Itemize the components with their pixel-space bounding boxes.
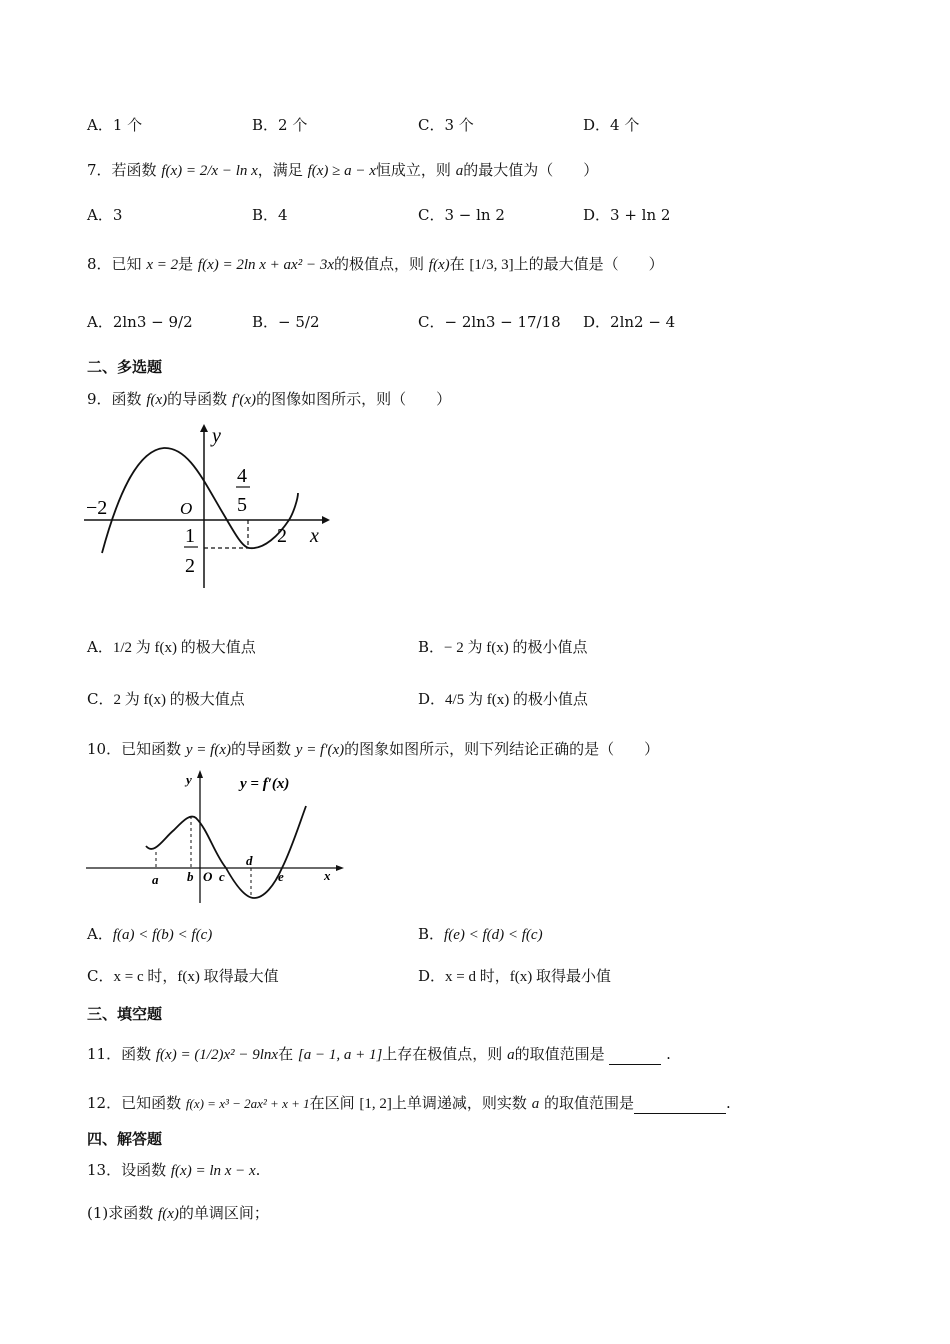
q10-label-e: e xyxy=(278,869,284,884)
q10-label-x: x xyxy=(324,868,331,883)
q7-function: f(x) = 2/x − ln x xyxy=(161,163,258,179)
q12-answer-blank[interactable] xyxy=(634,1099,726,1114)
section-heading-multi-choice: 二、多选题 xyxy=(87,358,163,376)
q13-stem: 13．设函数 f(x) = ln x − x. xyxy=(87,1161,261,1179)
q12-interval: [1, 2] xyxy=(359,1096,392,1112)
q11-answer-blank[interactable] xyxy=(609,1050,661,1065)
q8-option-a: A．2ln3 − 9/2 xyxy=(87,313,193,331)
q10-graph-title: y = f′(x) xyxy=(240,776,290,792)
q6-option-c: C．3 个 xyxy=(418,116,474,134)
section-heading-fill-in: 三、填空题 xyxy=(87,1005,163,1023)
q9-derivative-graph xyxy=(84,420,334,595)
q9-label-5: 5 xyxy=(237,494,247,516)
q8-option-b: B．− 5/2 xyxy=(252,313,320,331)
q9-label-2: 2 xyxy=(277,525,287,547)
q9-curve xyxy=(102,448,298,553)
q9-label-neg2: −2 xyxy=(86,497,108,519)
q11-stem: 11．函数 f(x) = (1/2)x² − 9lnx在 [a − 1, a + 1]上存在极值点，则 a的取值范围是 . xyxy=(87,1045,671,1063)
q9-option-c: C．2 为 f(x) 的极大值点 xyxy=(87,690,245,708)
q7-option-d: D．3 + ln 2 xyxy=(583,206,671,224)
q10-label-c: c xyxy=(219,869,225,884)
q9-option-b: B．− 2 为 f(x) 的极小值点 xyxy=(418,638,588,656)
q10-option-a: A．f(a) < f(b) < f(c) xyxy=(87,925,213,943)
q7-option-c: C．3 − ln 2 xyxy=(418,206,505,224)
q9-label-1: 1 xyxy=(185,525,195,547)
q10-option-b: B．f(e) < f(d) < f(c) xyxy=(418,925,543,943)
q6-option-a: A．1 个 xyxy=(87,116,143,134)
q9-label-x: x xyxy=(310,525,319,547)
q13-function: f(x) = ln x − x xyxy=(170,1163,256,1179)
q9-stem: 9．函数 f(x)的导函数 f′(x)的图像如图所示，则（ ） xyxy=(87,390,452,408)
q8-function: f(x) = 2ln x + ax² − 3x xyxy=(197,257,334,273)
q9-option-d: D．4/5 为 f(x) 的极小值点 xyxy=(418,690,588,708)
q13-part1: (1)求函数 f(x)的单调区间； xyxy=(87,1204,269,1222)
q7-stem: 7．若函数 f(x) = 2/x − ln x，满足 f(x) ≥ a − x恒成立，则 a的最大值为（ ） xyxy=(87,161,599,179)
q9-label-y: y xyxy=(212,425,221,447)
q9-y-arrow xyxy=(200,424,208,432)
q9-label-2b: 2 xyxy=(185,555,195,577)
q8-option-d: D．2ln2 − 4 xyxy=(583,313,676,331)
q10-label-b: b xyxy=(187,869,194,884)
q9-option-a: A．1/2 为 f(x) 的极大值点 xyxy=(87,638,256,656)
q7-option-b: B．4 xyxy=(252,206,288,224)
q10-label-y: y xyxy=(186,772,192,787)
q10-label-origin: O xyxy=(203,869,213,884)
q6-option-b: B．2 个 xyxy=(252,116,308,134)
q10-stem: 10．已知函数 y = f(x)的导函数 y = f′(x)的图象如图所示，则下列结论正确的是（ ） xyxy=(87,740,660,758)
q7-condition: f(x) ≥ a − x xyxy=(307,163,376,179)
q12-function: f(x) = x³ − 2ax² + x + 1 xyxy=(185,1096,310,1111)
q8-stem: 8．已知 x = 2是 f(x) = 2ln x + ax² − 3x的极值点，则 f(x)在 [1/3, 3]上的最大值是（ ） xyxy=(87,255,664,273)
section-heading-solution: 四、解答题 xyxy=(87,1130,163,1148)
q9-x-arrow xyxy=(322,516,330,524)
q10-derivative-graph xyxy=(86,768,348,908)
q10-label-d: d xyxy=(246,853,253,868)
q12-stem: 12．已知函数 f(x) = x³ − 2ax² + x + 1在区间 [1, 2]上单调递减，则实数 a 的取值范围是 . xyxy=(87,1094,731,1112)
q6-option-d: D．4 个 xyxy=(583,116,640,134)
q8-interval: [1/3, 3] xyxy=(469,257,514,273)
q10-curve xyxy=(146,806,306,898)
q9-label-4: 4 xyxy=(237,465,247,487)
q7-option-a: A．3 xyxy=(87,206,123,224)
q10-option-c: C．x = c 时，f(x) 取得最大值 xyxy=(87,967,279,985)
q10-option-d: D．x = d 时，f(x) 取得最小值 xyxy=(418,967,611,985)
q10-y-arrow xyxy=(197,770,203,778)
q10-x-arrow xyxy=(336,865,344,871)
q8-option-c: C．− 2ln3 − 17/18 xyxy=(418,313,561,331)
q9-label-origin: O xyxy=(180,499,193,518)
q10-label-a: a xyxy=(152,872,159,887)
q11-function: f(x) = (1/2)x² − 9lnx xyxy=(155,1047,279,1063)
q11-interval: [a − 1, a + 1] xyxy=(297,1047,383,1063)
